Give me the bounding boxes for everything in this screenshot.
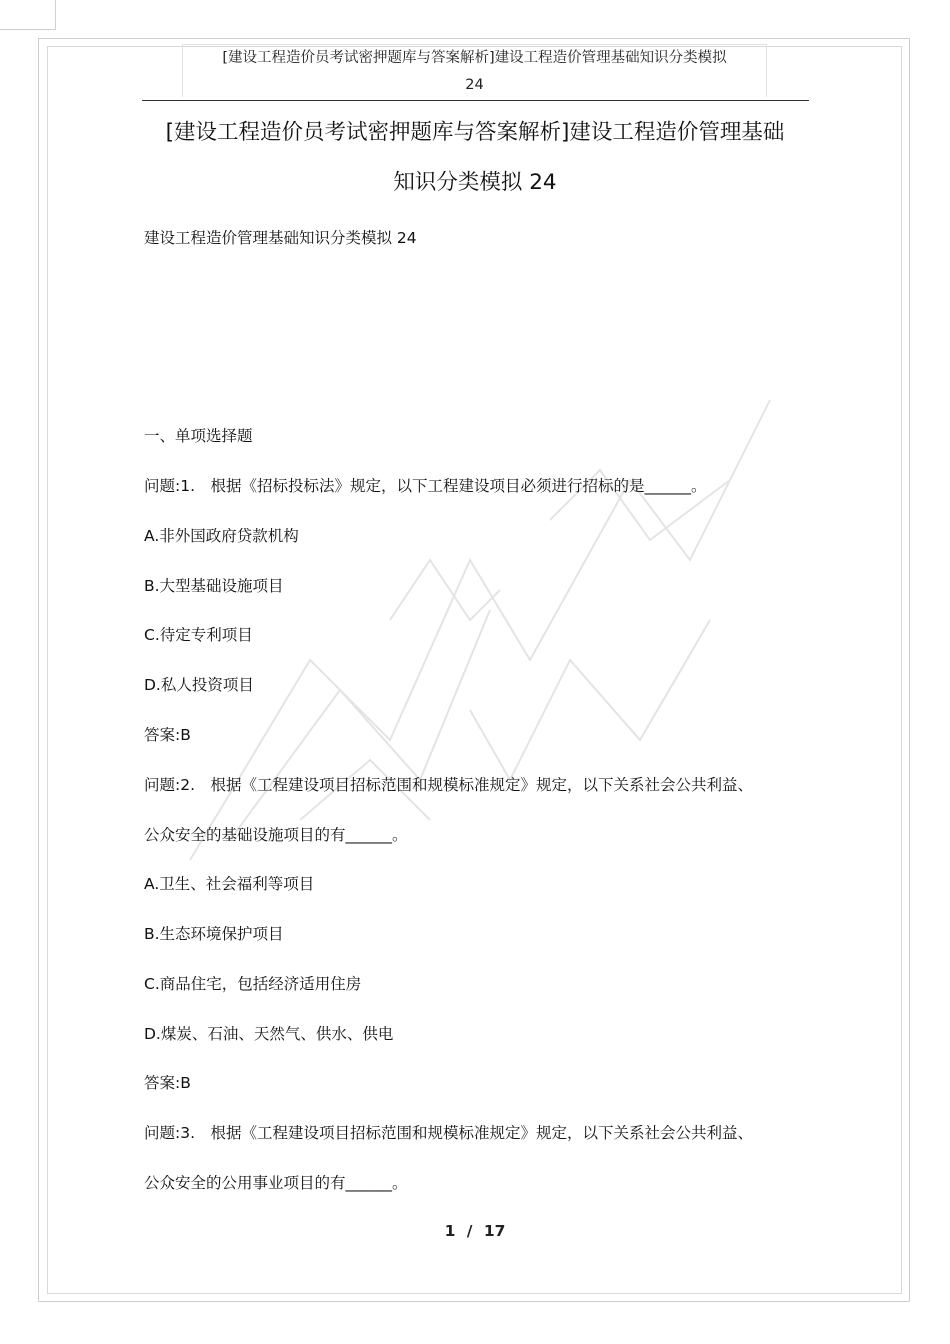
question-2-option-c: C.商品住宅，包括经济适用住房	[144, 975, 362, 993]
page-separator: /	[466, 1222, 473, 1240]
page-current: 1	[444, 1222, 456, 1240]
document-title-line-1: [建设工程造价员考试密押题库与答案解析]建设工程造价管理基础	[165, 120, 785, 145]
running-header-line-2: 24	[465, 77, 484, 93]
question-2-option-a: A.卫生、社会福利等项目	[144, 875, 315, 893]
section-heading: 一、单项选择题	[144, 427, 253, 445]
question-1-stem: 问题:1. 根据《招标投标法》规定，以下工程建设项目必须进行招标的是______。	[144, 477, 707, 495]
header-divider	[142, 100, 809, 101]
question-2-stem-line-1: 问题:2. 根据《工程建设项目招标范围和规模标准规定》规定，以下关系社会公共利益、	[144, 776, 754, 794]
question-2-stem-line-2: 公众安全的基础设施项目的有______。	[144, 826, 408, 844]
question-2-option-b: B.生态环境保护项目	[144, 925, 284, 943]
question-2-option-d: D.煤炭、石油、天然气、供水、供电	[144, 1025, 394, 1043]
document-subtitle: 建设工程造价管理基础知识分类模拟 24	[144, 229, 417, 247]
running-header	[182, 44, 767, 97]
question-3-stem-line-2: 公众安全的公用事业项目的有______。	[144, 1174, 408, 1192]
question-3-stem-line-1: 问题:3. 根据《工程建设项目招标范围和规模标准规定》规定，以下关系社会公共利益、	[144, 1124, 754, 1142]
page-total: 17	[483, 1222, 506, 1240]
page-number	[0, 1222, 950, 1240]
document-title	[120, 108, 830, 208]
question-1-option-c: C.待定专利项目	[144, 626, 253, 644]
question-1-option-a: A.非外国政府贷款机构	[144, 527, 299, 545]
question-2-answer: 答案:B	[144, 1074, 191, 1092]
document-title-line-2: 知识分类模拟 24	[393, 170, 557, 195]
running-header-line-1: [建设工程造价员考试密押题库与答案解析]建设工程造价管理基础知识分类模拟	[222, 50, 727, 66]
corner-crop-mark	[0, 0, 56, 30]
question-1-option-d: D.私人投资项目	[144, 676, 254, 694]
question-1-option-b: B.大型基础设施项目	[144, 577, 284, 595]
question-1-answer: 答案:B	[144, 726, 191, 744]
